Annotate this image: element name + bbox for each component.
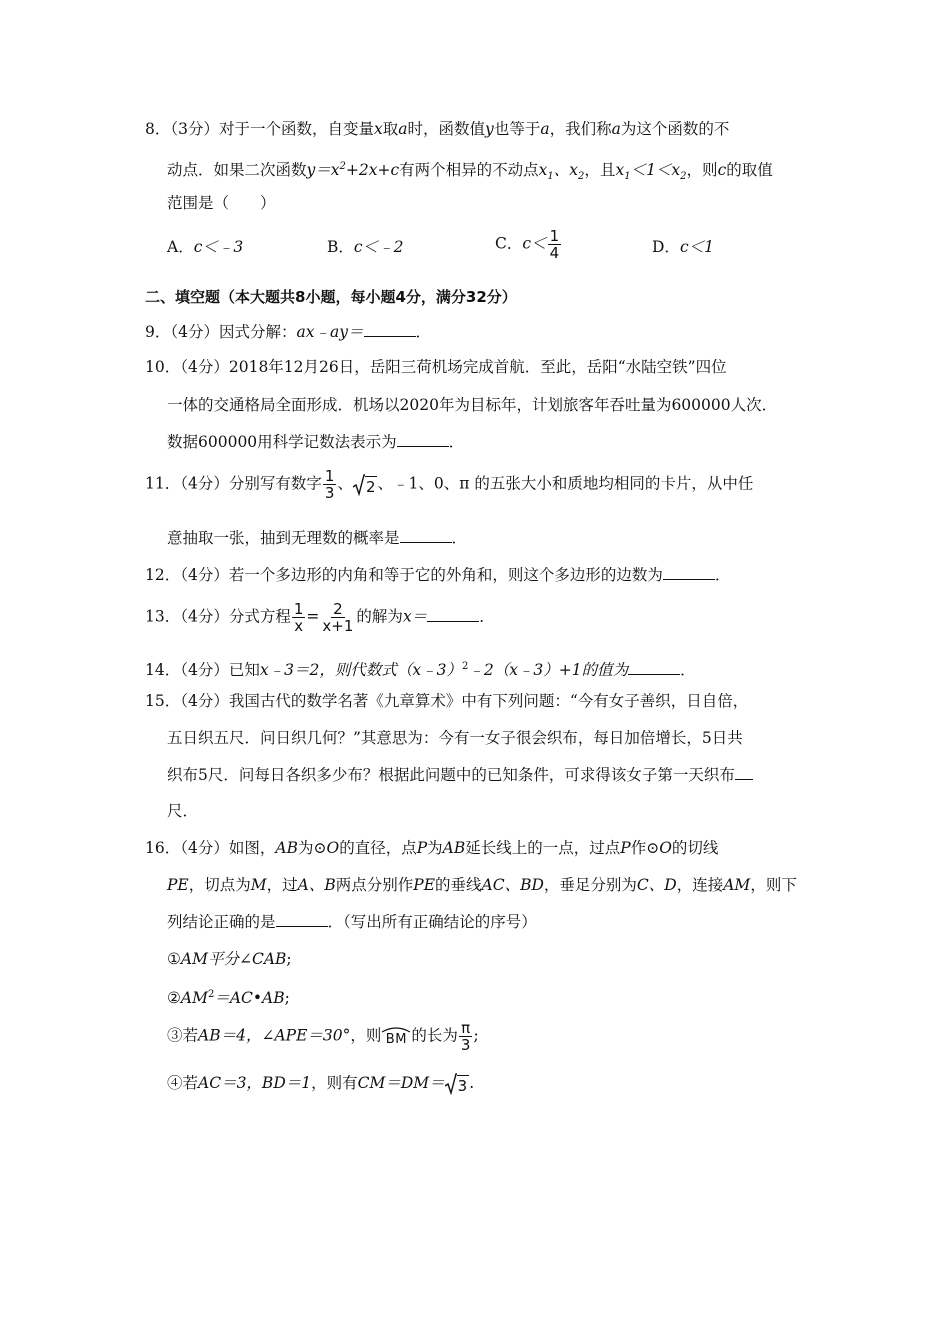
answer-blank[interactable] [400, 526, 452, 543]
q8-score: （3分） [170, 120, 219, 138]
q16-line-1 [145, 837, 718, 859]
punct: . [469, 1074, 475, 1092]
q8-ineq: $x_1<1<x_2$ [615, 161, 687, 183]
q14-expression: ﹣2（x﹣3）+1的值为 [468, 661, 629, 680]
label-a-b: A、B [297, 876, 336, 894]
radicand: 2 [365, 477, 376, 496]
label-pe: PE [167, 876, 189, 894]
statement-text: ，则有 [311, 1074, 358, 1092]
q12-number: 12． [145, 566, 181, 584]
numerator: 1 [549, 227, 560, 245]
answer-blank[interactable] [628, 658, 680, 675]
q16-statement-3 [167, 1020, 479, 1053]
punct: ． [680, 661, 696, 680]
answer-blank[interactable] [427, 605, 479, 622]
punct: ; [473, 1026, 479, 1045]
section-heading: 二、填空题（本大题共8小题，每小题4分，满分32分） [145, 288, 517, 306]
q13-var: x＝ [402, 607, 428, 626]
label-o: O [326, 839, 340, 857]
q16-text: 为 [427, 839, 443, 857]
q8-option-b[interactable] [327, 236, 403, 258]
q12-text: 若一个多边形的内角和等于它的外角和，则这个多边形的边数为 [228, 566, 663, 584]
q11-score: （4分） [180, 474, 229, 493]
sqrt-three [445, 1073, 470, 1095]
q11-text: 、 [337, 474, 353, 493]
punct: ． [479, 607, 495, 626]
q16-statement-2 [167, 984, 290, 1009]
q11-line-2 [167, 526, 467, 549]
q14 [145, 656, 696, 681]
answer-blank[interactable] [364, 320, 416, 337]
statement-marker: ④若 [167, 1074, 199, 1092]
statement-text: AM [180, 989, 208, 1008]
answer-blank[interactable] [397, 430, 449, 447]
q9-score: （4分） [170, 323, 219, 341]
label-ac-bd: AC、BD [481, 876, 544, 894]
q16-text: 作⊙ [630, 839, 660, 857]
fraction-one-third [323, 468, 337, 501]
punct: ． [714, 566, 731, 584]
punct: ; [284, 989, 290, 1008]
label-am: AM [723, 876, 751, 894]
q14-expression: x﹣3＝2，则代数式（x﹣3） [259, 661, 462, 680]
q16-text: ，切点为 [188, 876, 251, 894]
q15-number: 15． [145, 692, 181, 710]
equals-sign: = [306, 607, 320, 626]
q16-text: 的切线 [671, 839, 719, 857]
statement-text: AB＝4，∠APE＝30° [198, 1026, 351, 1045]
q16-text: ，垂足分别为 [543, 876, 637, 894]
q15-text: 织布5尺．问每日各织多少布？根据此问题中的已知条件，可求得该女子第一天织布 [167, 766, 735, 784]
var-a: a [398, 120, 408, 138]
var-a: a [611, 120, 621, 138]
statement-text: 的长为 [411, 1026, 458, 1045]
label-pe: PE [413, 876, 436, 894]
q16-score: （4分） [180, 839, 229, 857]
q16-line-3 [167, 910, 537, 933]
q16-text: 的垂线 [435, 876, 482, 894]
q9-number: 9． [145, 323, 171, 341]
fraction-2-over-x-plus-1 [320, 601, 355, 634]
q16-text: ，过 [266, 876, 298, 894]
q9-text: 因式分解： [219, 323, 297, 341]
q10-line-2: 一体的交通格局全面形成．机场以2020年为目标年，计划旅客年吞吐量为600000人次． [167, 396, 778, 414]
var-y: y [485, 120, 494, 138]
numerator: 2 [333, 600, 343, 618]
punct: ． [415, 323, 432, 341]
exponent: 2 [461, 661, 469, 672]
option-letter: D． [652, 238, 680, 256]
q8-text: 为这个函数的不 [620, 120, 730, 138]
var-c: c [717, 161, 727, 180]
fraction-1-over-x [292, 601, 306, 634]
q8-function: $y=x^2+2x+c$ [306, 161, 400, 180]
answer-blank[interactable] [735, 763, 753, 780]
label-c-d: C、D [636, 876, 677, 894]
q13 [145, 601, 495, 634]
q11-text: 、﹣1、0、π 的五张大小和质地均相同的卡片，从中任 [377, 474, 754, 493]
punct: ． [451, 529, 468, 547]
q10-line-3 [167, 430, 464, 453]
q8-text: 时，函数值 [407, 120, 486, 138]
radical-sign-icon [353, 474, 365, 496]
q8-text: ，则 [686, 161, 718, 180]
q16-statement-1 [167, 948, 292, 970]
q8-text: 动点．如果二次函数 [167, 161, 307, 180]
q12-score: （4分） [180, 566, 229, 584]
statement-marker: ③若 [167, 1026, 199, 1045]
q16-text: 两点分别作 [335, 876, 414, 894]
denominator: x [294, 617, 304, 635]
option-value: c＜﹣2 [353, 238, 404, 256]
q16-text: ，连接 [676, 876, 724, 894]
fraction-pi-over-3 [459, 1020, 473, 1053]
q16-text: 延长线上的一点，过点 [465, 839, 621, 857]
q8-line-1 [145, 118, 729, 140]
exponent: 2 [207, 989, 215, 1000]
statement-text: AM平分∠CAB [180, 950, 287, 968]
q15-text: 我国古代的数学名著《九章算术》中有下列问题：“今有女子善织，日自倍， [228, 692, 749, 710]
q8-text: ，且 [584, 161, 616, 180]
option-value: c＜1 [679, 238, 714, 256]
label-m: M [250, 876, 267, 894]
q13-number: 13． [145, 607, 181, 626]
denominator: 4 [549, 244, 560, 262]
statement-text: CM＝DM＝ [357, 1074, 445, 1092]
q11-line-1 [145, 468, 753, 501]
q16-text: 如图， [228, 839, 276, 857]
denominator: x+1 [322, 617, 354, 635]
q14-text: 已知 [228, 661, 260, 680]
arc-bm [381, 1026, 411, 1047]
q9 [145, 320, 431, 343]
q8-text: 有两个相异的不动点 [399, 161, 539, 180]
q13-score: （4分） [180, 607, 229, 626]
q8-option-d[interactable] [652, 236, 714, 258]
q8-text: 取 [382, 120, 399, 138]
option-value: c＜﹣3 [193, 238, 244, 256]
option-letter: B． [327, 238, 354, 256]
q10-text: 2018年12月26日，岳阳三荷机场完成首航．至此，岳阳“水陆空铁”四位 [228, 358, 727, 376]
q16-statement-4 [167, 1072, 474, 1095]
q10-score: （4分） [180, 358, 229, 376]
q16-text: 列结论正确的是 [167, 913, 276, 931]
q8-text: 也等于 [493, 120, 541, 138]
q11-text: 分别写有数字 [228, 474, 322, 493]
label-ab: AB [275, 839, 298, 857]
q16-number: 16． [145, 839, 181, 857]
q16-line-2 [167, 874, 797, 896]
q8-number: 8． [145, 120, 171, 138]
label-p: P [620, 839, 631, 857]
q8-option-a[interactable] [167, 236, 243, 258]
option-value: c＜ [522, 234, 547, 253]
q13-text: 分式方程 [228, 607, 291, 626]
statement-marker: ② [167, 989, 181, 1008]
q16-text: 的直径，点 [339, 839, 417, 857]
option-letter: C． [495, 234, 523, 253]
q15-line-4: 尺． [167, 802, 199, 820]
statement-marker: ① [167, 950, 181, 968]
numerator: π [461, 1019, 471, 1037]
radical-sign-icon [445, 1073, 457, 1095]
denominator: 3 [460, 1036, 471, 1054]
label-o: O [659, 839, 672, 857]
radicand: 3 [457, 1077, 468, 1095]
q10-number: 10． [145, 358, 181, 376]
sqrt-two [353, 474, 378, 496]
numerator: 1 [293, 600, 304, 618]
q16-text: ，则下 [750, 876, 797, 894]
arc-label: BM [385, 1032, 407, 1047]
fraction-one-quarter [548, 228, 562, 261]
option-letter: A． [167, 238, 194, 256]
q9-expression: ax﹣ay＝ [296, 323, 364, 341]
q8-line-2 [167, 156, 773, 188]
var-a: a [540, 120, 550, 138]
q15-line-1 [145, 690, 748, 712]
label-p: P [416, 839, 428, 857]
q11-number: 11． [145, 474, 181, 493]
q8-text: 对于一个函数，自变量 [219, 120, 375, 138]
punct: ; [286, 950, 292, 968]
q13-text: 的解为 [356, 607, 403, 626]
q8-line-3: 范围是（ ） [167, 194, 276, 212]
q8-text: 的取值 [726, 161, 773, 180]
q8-text: ，我们称 [549, 120, 612, 138]
punct: ． [448, 433, 465, 451]
q15-line-2: 五日织五尺．问日织几何？”其意思为：今有一女子很会织布，每日加倍增长，5日共 [167, 729, 743, 747]
statement-text: ＝AC•AB [214, 989, 285, 1008]
denominator: 3 [324, 484, 335, 502]
q10-text: 数据600000用科学记数法表示为 [167, 433, 397, 451]
numerator: 1 [324, 467, 335, 485]
statement-text: AC＝3，BD＝1 [198, 1074, 312, 1092]
var-x: x [374, 120, 383, 138]
q16-text: ．（写出所有正确结论的序号） [327, 913, 537, 931]
q11-text: 意抽取一张，抽到无理数的概率是 [167, 529, 400, 547]
q14-number: 14． [145, 661, 181, 680]
q8-points: $x_1$、$x_2$ [538, 161, 585, 183]
answer-blank[interactable] [663, 563, 715, 580]
q14-score: （4分） [180, 661, 229, 680]
statement-text: ，则 [350, 1026, 382, 1045]
q10-line-1 [145, 356, 727, 378]
answer-blank[interactable] [276, 910, 328, 927]
q16-text: 为⊙ [297, 839, 327, 857]
label-ab: AB [442, 839, 466, 857]
q8-option-c[interactable] [495, 228, 562, 261]
q15-line-3 [167, 763, 753, 786]
q15-score: （4分） [180, 692, 229, 710]
q12 [145, 563, 730, 586]
